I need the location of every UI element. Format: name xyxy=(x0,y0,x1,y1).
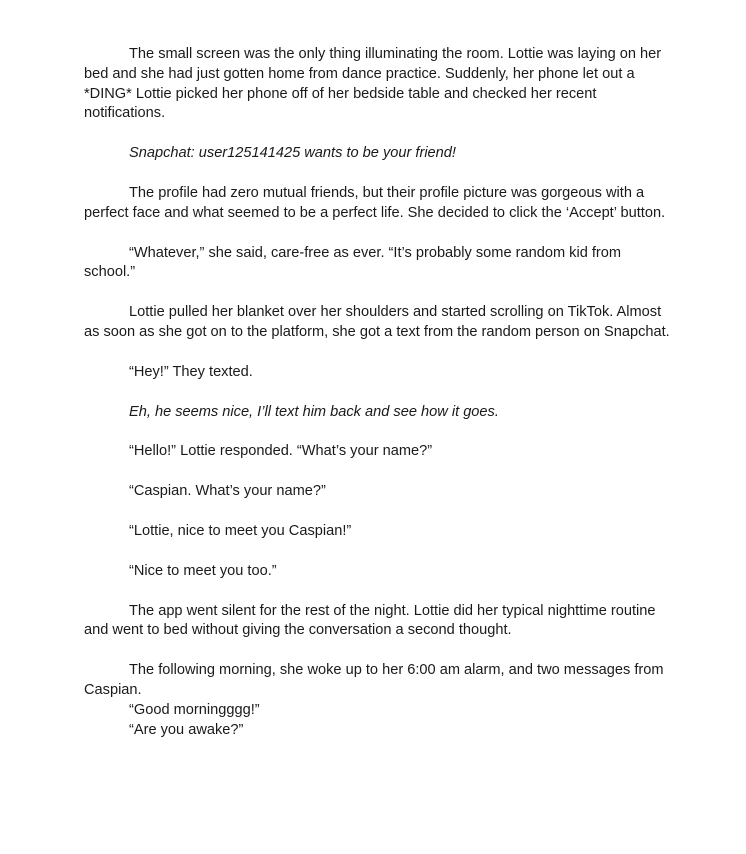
paragraph-9: “Caspian. What’s your name?” xyxy=(129,483,326,500)
paragraph-5: Lottie pulled her blanket over her shoulders and started scrolling on TikTok. Almost as soon as she got on to the platform, she got a text from the random person on Snapchat. xyxy=(84,304,670,340)
message-line-2: “Are you awake?” xyxy=(129,721,244,738)
paragraph-3: The profile had zero mutual friends, but their profile picture was gorgeous with a perfect face and what seemed to be a perfect life. She decided to click the ‘Accept’ button. xyxy=(84,184,666,221)
paragraph-12: The app went silent for the rest of the night. Lottie did her typical nighttime routine and went to bed without giving the conversation a second thought. xyxy=(84,602,656,639)
paragraph-10: “Lottie, nice to meet you Caspian!” xyxy=(129,522,352,539)
document-page xyxy=(84,45,674,740)
paragraph-11: “Nice to meet you too.” xyxy=(129,562,277,579)
paragraph-13: The following morning, she woke up to her 6:00 am alarm, and two messages from Caspian. xyxy=(84,662,664,698)
paragraph-8: “Hello!” Lottie responded. “What’s your name?” xyxy=(129,443,433,460)
paragraph-2-snapchat-notification: Snapchat: user125141425 wants to be your friend! xyxy=(129,145,456,162)
paragraph-4: “Whatever,” she said, care-free as ever. “It’s probably some random kid from school.” xyxy=(84,244,622,281)
paragraph-7-inner-thought: Eh, he seems nice, I’ll text him back and see how it goes. xyxy=(129,403,499,420)
paragraph-6: “Hey!” They texted. xyxy=(129,363,253,380)
paragraph-1: The small screen was the only thing illuminating the room. Lottie was laying on her bed and she had just gotten home from dance practice. Suddenly, her phone let out a *DING* Lottie picked her phone off of her bedside table and checked her recent notifications. xyxy=(84,46,662,122)
message-line-1: “Good morningggg!” xyxy=(129,701,260,718)
